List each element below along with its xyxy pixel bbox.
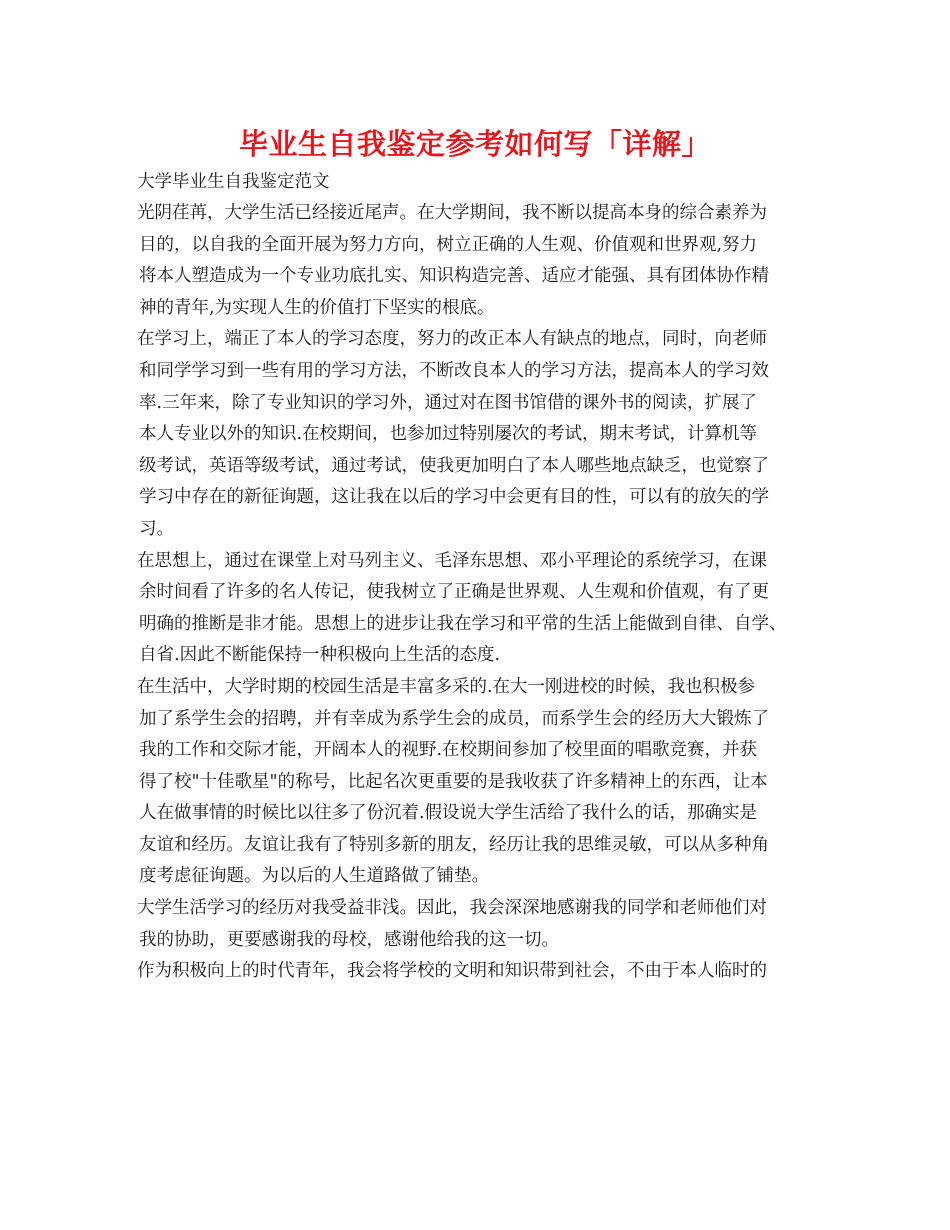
text-line: 自省.因此不断能保持一种积极向上生活的态度.: [139, 645, 501, 666]
text-line: 将本人塑造成为一个专业功底扎实、知识构造完善、适应才能强、具有团体协作精: [139, 266, 769, 287]
document-title: 毕业生自我鉴定参考如何写「详解」: [238, 127, 711, 161]
text-line: 光阴荏苒，大学生活已经接近尾声。在大学期间，我不断以提高本身的综合素养为: [137, 203, 767, 223]
text-line: 在生活中，大学时期的校园生活是丰富多采的.在大一刚进校的时候，我也积极参: [137, 676, 756, 697]
text-line: 得了校"十佳歌星"的称号，比起名次更重要的是我收获了许多精神上的东西，让本: [139, 771, 768, 792]
text-line: 级考试，英语等级考试，通过考试，使我更加明白了本人哪些地点缺乏，也觉察了: [139, 455, 769, 476]
text-line: 大学生活学习的经历对我受益非浅。因此，我会深深地感谢我的同学和老师他们对: [137, 898, 767, 919]
text-line: 神的青年,为实现人生的价值打下坚实的根底。: [139, 297, 495, 318]
text-line: 率.三年来，除了专业知识的学习外，通过对在图书馆借的课外书的阅读，扩展了: [139, 392, 758, 413]
text-line: 人在做事情的时候比以往多了份沉着.假设说大学生活给了我什么的话，那确实是: [139, 803, 758, 824]
text-line: 度考虑征询题。为以后的人生道路做了铺垫。: [139, 866, 489, 887]
text-line: 加了系学生会的招聘，并有幸成为系学生会的成员，而系学生会的经历大大锻炼了: [139, 708, 769, 729]
text-line: 我的工作和交际才能，开阔本人的视野.在校期间参加了校里面的唱歌竞赛，并获: [139, 740, 758, 761]
text-line: 和同学学习到一些有用的学习方法，不断改良本人的学习方法，提高本人的学习效: [139, 360, 769, 381]
text-line: 在学习上，端正了本人的学习态度，努力的改正本人有缺点的地点，同时，向老师: [137, 329, 767, 350]
text-line: 友谊和经历。友谊让我有了特别多新的朋友，经历让我的思维灵敏，可以从多种角: [139, 834, 769, 855]
text-line: 在思想上，通过在课堂上对马列主义、毛泽东思想、邓小平理论的系统学习，在课: [137, 550, 767, 571]
text-line: 明确的推断是非才能。思想上的进步让我在学习和平常的生活上能做到自律、自学、: [139, 613, 787, 634]
text-line: 学习中存在的新征询题，这让我在以后的学习中会更有目的性，可以有的放矢的学: [139, 487, 769, 508]
document-body: [137, 167, 827, 988]
text-line: 习。: [139, 518, 174, 539]
text-line: 余时间看了许多的名人传记，使我树立了正确是世界观、人生观和价值观，有了更: [139, 582, 769, 603]
document-subtitle: 大学毕业生自我鉴定范文: [137, 172, 330, 192]
text-line: 本人专业以外的知识.在校期间，也参加过特别屡次的考试，期末考试，计算机等: [139, 424, 758, 445]
text-line: 作为积极向上的时代青年，我会将学校的文明和知识带到社会，不由于本人临时的: [137, 961, 767, 982]
text-line: 我的协助，更要感谢我的母校，感谢他给我的这一切。: [139, 929, 559, 950]
text-line: 目的，以自我的全面开展为努力方向，树立正确的人生观、价值观和世界观,努力: [139, 234, 758, 255]
paragraph-lines: [137, 198, 827, 988]
